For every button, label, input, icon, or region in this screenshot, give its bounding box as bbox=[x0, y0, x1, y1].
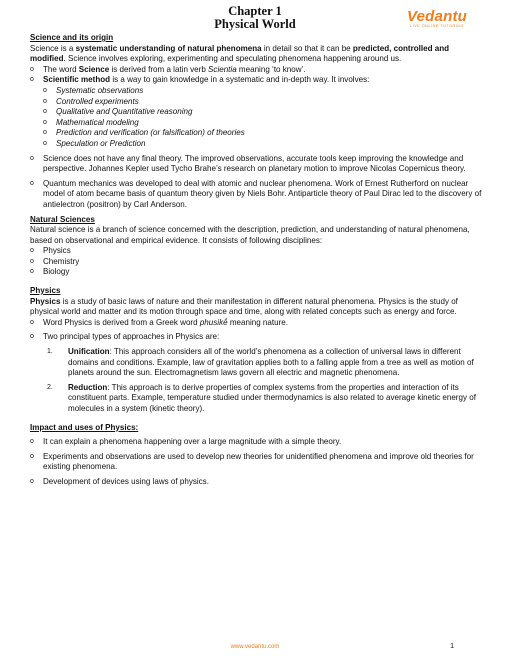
list-item: o Quantum mechanics was developed to deal with atomic and nuclear phenomena. Work of Ernest Rutherford on nuclear model of atom became basis of quantum theory given by Niels Bohr. Antiparticle theory of Paul Dirac led to the discovery of antielectron (positron) by Carl Anderson. bbox=[30, 179, 482, 211]
scientific-method-steps bbox=[30, 86, 482, 150]
document-body bbox=[30, 33, 482, 488]
impact-item: o Experiments and observations are used to develop new theories for unidentified phenomena and improve old theories for existing phenomena. bbox=[30, 452, 482, 473]
impact-item: o Development of devices using laws of physics. bbox=[30, 477, 482, 488]
list-item: o Two principal types of approaches in Physics are: bbox=[30, 332, 482, 343]
discipline-item: o Chemistry bbox=[30, 257, 482, 268]
section-heading-impact: Impact and uses of Physics: bbox=[30, 422, 139, 432]
science-notes bbox=[30, 154, 482, 211]
list-item: o Scientific method is a way to gain knowledge in a systematic and in-depth way. It involves: bbox=[30, 75, 482, 86]
approach-number: 1. bbox=[47, 348, 53, 356]
list-item: o The word Science is derived from a latin verb Scientia meaning ‘to know’. bbox=[30, 65, 482, 76]
method-step: o Prediction and verification (or falsification) of theories bbox=[30, 128, 482, 139]
approach-name: Reduction bbox=[68, 382, 108, 392]
method-step: o Qualitative and Quantitative reasoning bbox=[30, 107, 482, 118]
section-heading-science-origin: Science and its origin bbox=[30, 33, 114, 42]
approach-item bbox=[30, 347, 482, 379]
approach-item bbox=[30, 383, 482, 415]
approach-text: : This approach is to derive properties of complex systems from the properties and interaction of its constituent parts. Example, temperature studied under thermodynamics is also related to average kinetic energy of molecules in a system (kinetic theory). bbox=[68, 382, 476, 413]
section-heading-physics: Physics bbox=[30, 286, 61, 296]
logo-tagline: LIVE ONLINE TUTORING bbox=[410, 24, 464, 28]
method-step: o Speculation or Prediction bbox=[30, 139, 482, 150]
approach-number: 2. bbox=[47, 383, 53, 391]
chapter-heading bbox=[0, 5, 510, 31]
approaches-list bbox=[30, 347, 482, 415]
approach-name: Unification bbox=[68, 347, 110, 357]
physics-bullets bbox=[30, 318, 482, 343]
physics-definition-paragraph: Physics is a study of basic laws of nature and their manifestation in different natural phenomena. Physics is the study of physical world and matter and its motion through space and time, along with related concepts such as energy and force. bbox=[30, 296, 458, 317]
section-heading-natural-sciences: Natural Sciences bbox=[30, 214, 95, 224]
impact-item: o It can explain a phenomena happening over a large magnitude with a simple theory. bbox=[30, 437, 482, 448]
footer-url: www.vedantu.com bbox=[230, 644, 280, 650]
logo-wordmark: Vedantu bbox=[406, 8, 468, 25]
disciplines-list bbox=[30, 246, 482, 278]
natural-science-paragraph: Natural science is a branch of science concerned with the description, prediction, and understanding of natural phenomena, based on observational and empirical evidence. It consists of following disciplines: bbox=[30, 225, 470, 245]
method-step: o Mathematical modeling bbox=[30, 118, 482, 129]
discipline-item: o Physics bbox=[30, 246, 482, 257]
approach-text: : This approach considers all of the world’s phenomena as a collection of universal laws in different domains and conditions. Example, law of gravitation applies both to a falling apple from a tree as well as motion of planets around the sun. Electromagnetism laws govern all electric and magnetic phenomena. bbox=[68, 347, 474, 378]
impact-list bbox=[30, 437, 482, 487]
method-step: o Systematic observations bbox=[30, 86, 482, 97]
page-number: 1 bbox=[450, 643, 454, 650]
chapter-number: Chapter 1 bbox=[228, 4, 282, 18]
chapter-title: Physical World bbox=[214, 17, 296, 31]
science-definition-paragraph: Science is a systematic understanding of natural phenomena in detail so that it can be predicted, controlled and modified. Science involves exploring, experimenting and speculating phenomena happening around us. bbox=[30, 43, 450, 64]
list-item: o Science does not have any final theory. The improved observations, accurate tools keep improving the knowledge and perspective. Johannes Kepler used Tycho Brahe’s research on planetary motion to improve Nicolas Copernicus theory. bbox=[30, 154, 482, 175]
discipline-item: o Biology bbox=[30, 267, 482, 278]
science-bullets bbox=[30, 65, 482, 86]
list-item: o Word Physics is derived from a Greek word phusikḗ meaning nature. bbox=[30, 318, 482, 329]
method-step: o Controlled experiments bbox=[30, 97, 482, 108]
